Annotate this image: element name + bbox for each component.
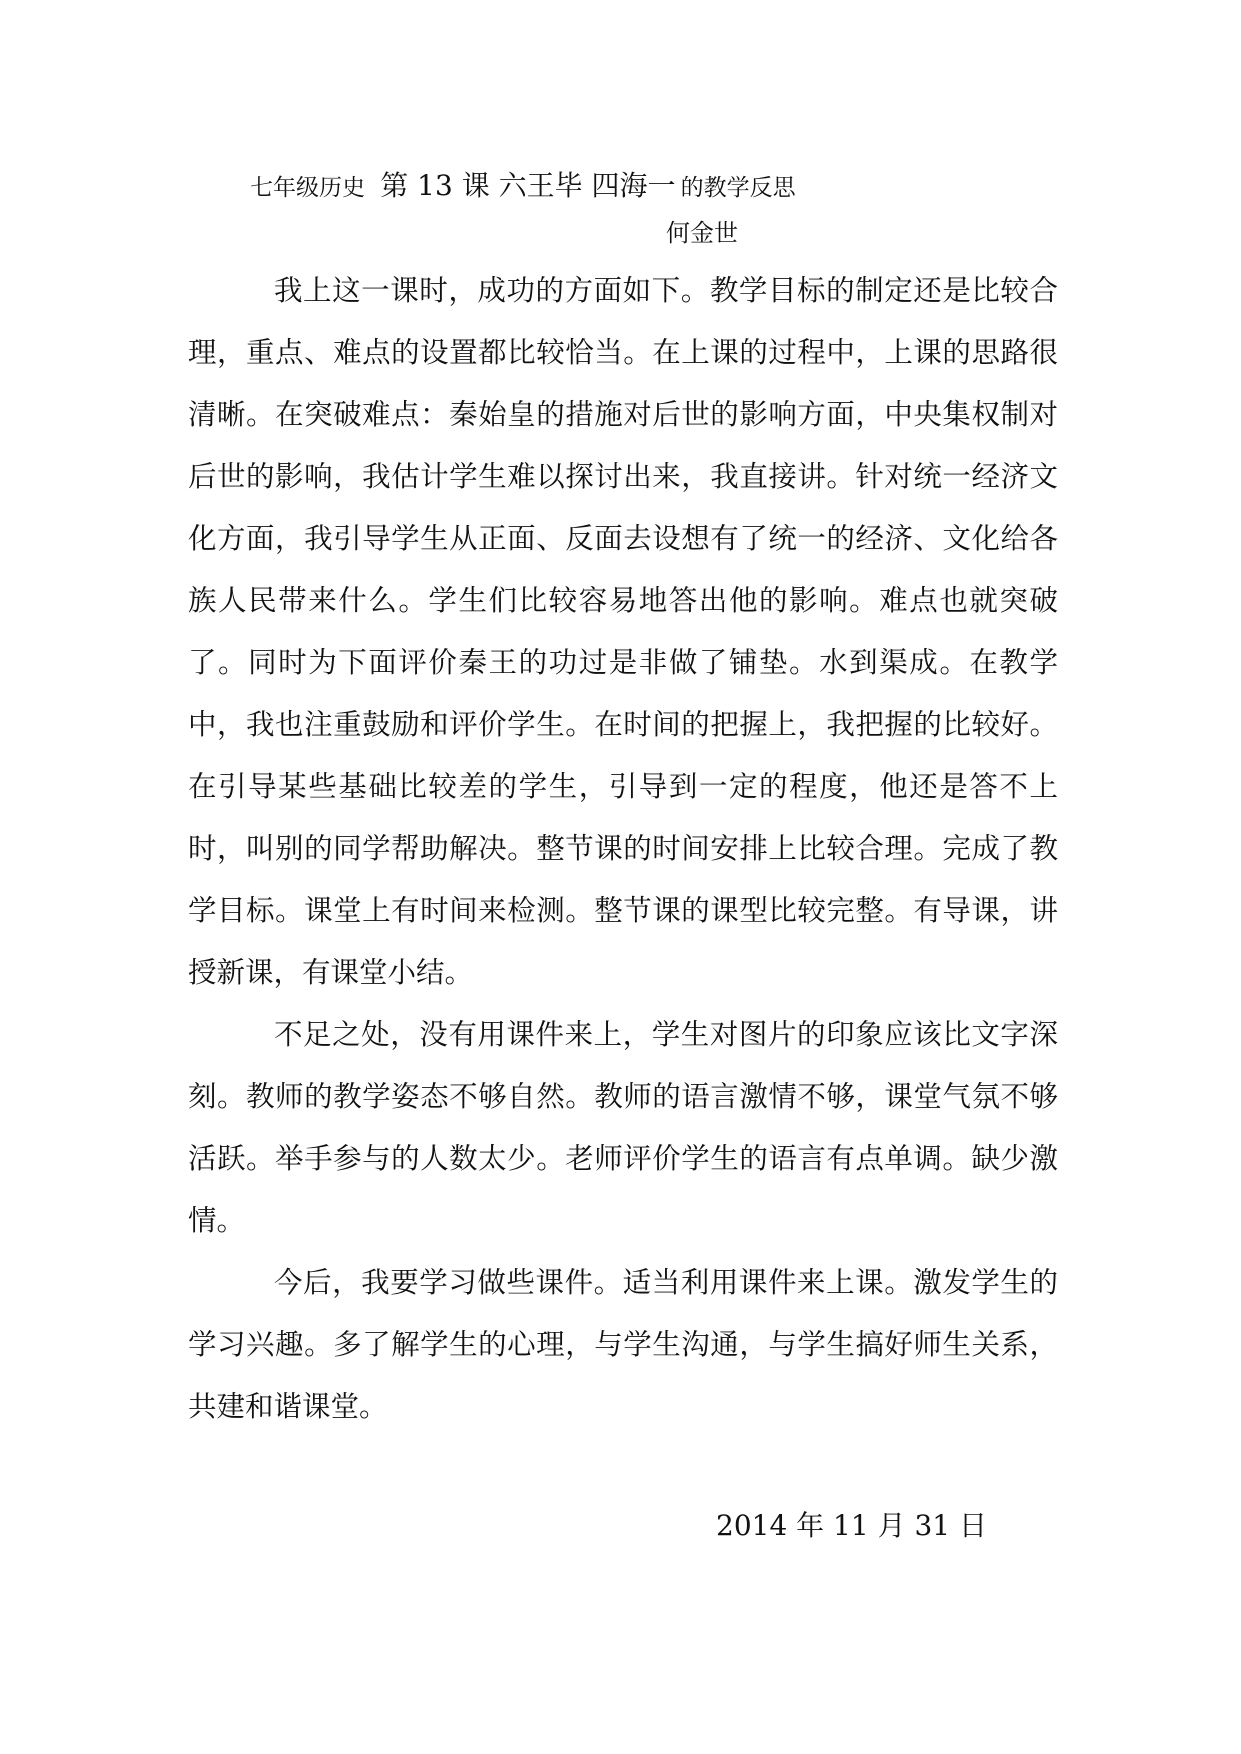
paragraph-future-plans: 今后，我要学习做些课件。适当利用课件来上课。激发学生的学习兴趣。多了解学生的心理，与学生沟通，与学生搞好师生关系，共建和谐课堂。 (188, 1266, 1058, 1423)
paragraph-successes: 我上这一课时，成功的方面如下。教学目标的制定还是比较合理，重点、难点的设置都比较恰当。在上课的过程中，上课的思路很清晰。在突破难点：秦始皇的措施对后世的影响方面，中央集权制对后世的影响，我估计学生难以探讨出来，我直接讲。针对统一经济文化方面，我引导学生从正面、反面去设想有了统一的经济、文化给各族人民带来什么。学生们比较容易地答出他的影响。难点也就突破了。同时为下面评价秦王的功过是非做了铺垫。水到渠成。在教学中，我也注重鼓励和评价学生。在时间的把握上，我把握的比较好。在引导某些基础比较差的学生，引导到一定的程度，他还是答不上时，叫别的同学帮助解决。整节课的时间安排上比较合理。完成了教学目标。课堂上有时间来检测。整节课的课型比较完整。有导课，讲授新课，有课堂小结。 (188, 274, 1058, 989)
title-prefix: 七年级历史 (250, 175, 365, 201)
document-date: 2014 年 11 月 31 日 (716, 1509, 988, 1542)
title-suffix: 的教学反思 (680, 175, 796, 201)
document-body (188, 260, 1058, 1438)
title-lesson: 第 13 课 六王毕 四海一 (380, 169, 676, 202)
author-name: 何金世 (666, 219, 738, 247)
paragraph-shortcomings: 不足之处，没有用课件来上，学生对图片的印象应该比文字深刻。教师的教学姿态不够自然。教师的语言激情不够，课堂气氛不够活跃。举手参与的人数太少。老师评价学生的语言有点单调。缺少激情。 (188, 1018, 1058, 1237)
document-title (250, 166, 796, 206)
